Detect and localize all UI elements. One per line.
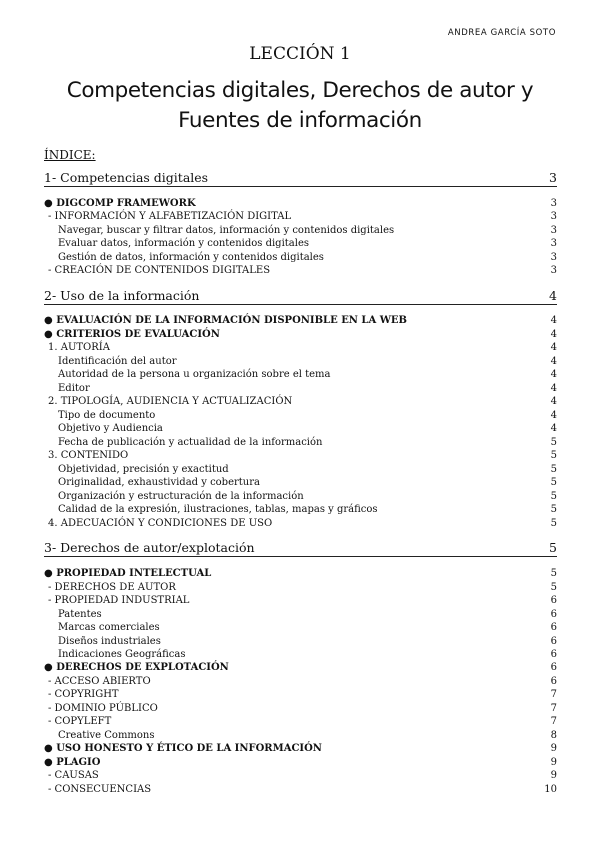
toc-entry-page: 5 (550, 582, 557, 593)
toc-entry-text: - PROPIEDAD INDUSTRIAL (48, 595, 190, 606)
toc-entry-page: 5 (550, 568, 557, 579)
toc-entry-text: Identificación del autor (58, 356, 177, 367)
toc-entry-text: Marcas comerciales (58, 622, 160, 633)
toc-entry[interactable] (44, 224, 557, 237)
toc-entry[interactable] (44, 355, 557, 368)
toc-entry[interactable] (44, 729, 557, 742)
toc-entry-page: 8 (550, 730, 557, 741)
toc-section-page: 5 (549, 540, 557, 555)
toc-entry-page: 4 (550, 410, 557, 421)
toc-entry-page: 5 (550, 450, 557, 461)
toc-entry-page: 7 (550, 703, 557, 714)
toc-entry-text: ● PROPIEDAD INTELECTUAL (44, 568, 212, 579)
toc-entry[interactable] (44, 715, 557, 728)
toc-entry-text: - COPYRIGHT (48, 689, 119, 700)
toc-entry[interactable] (44, 581, 557, 594)
toc-entry[interactable] (44, 621, 557, 634)
toc-entry[interactable] (44, 503, 557, 516)
toc-entry-text: Tipo de documento (58, 410, 156, 421)
toc-entry[interactable] (44, 368, 557, 381)
toc-entry[interactable] (44, 769, 557, 782)
toc-entry[interactable] (44, 756, 557, 769)
title-line-2: Fuentes de información (178, 108, 422, 133)
toc-entry-page: 6 (550, 649, 557, 660)
toc-entry-text: - CONSECUENCIAS (48, 784, 152, 795)
toc-entry-page: 6 (550, 662, 557, 673)
toc-entry[interactable] (44, 661, 557, 674)
toc-entry-page: 4 (550, 315, 557, 326)
toc-entry[interactable] (44, 436, 557, 449)
toc-entry-page: 5 (550, 504, 557, 515)
toc-section[interactable] (44, 288, 557, 305)
toc-section[interactable] (44, 540, 557, 557)
toc-entry[interactable] (44, 328, 557, 341)
toc-entry-text: - CAUSAS (48, 770, 99, 781)
toc-entry[interactable] (44, 675, 557, 688)
author-name: ANDREA GARCÍA SOTO (447, 28, 556, 38)
toc-entry-page: 6 (550, 622, 557, 633)
toc-entry-page: 9 (550, 770, 557, 781)
toc-entry-page: 9 (550, 743, 557, 754)
toc-entry[interactable] (44, 490, 557, 503)
toc-section-title: 3- Derechos de autor/explotación (44, 540, 255, 555)
toc-entry-page: 3 (550, 265, 557, 276)
toc-entry-page: 4 (550, 342, 557, 353)
toc-entry-page: 4 (550, 329, 557, 340)
toc-entry[interactable] (44, 422, 557, 435)
toc-entry-page: 7 (550, 716, 557, 727)
toc-entry-text: ● DERECHOS DE EXPLOTACIÓN (44, 662, 229, 673)
toc-entry-page: 7 (550, 689, 557, 700)
toc-entry-text: Calidad de la expresión, ilustraciones, tablas, mapas y gráficos (58, 504, 378, 515)
toc-entry-text: 2. TIPOLOGÍA, AUDIENCIA Y ACTUALIZACIÓN (48, 396, 293, 407)
toc-entry[interactable] (44, 594, 557, 607)
toc-entry-page: 4 (550, 423, 557, 434)
toc-entry-text: - INFORMACIÓN Y ALFABETIZACIÓN DIGITAL (48, 211, 292, 222)
toc-entry-text: Originalidad, exhaustividad y cobertura (58, 477, 260, 488)
toc-entry-page: 6 (550, 609, 557, 620)
toc-entry-text: Fecha de publicación y actualidad de la información (58, 437, 323, 448)
toc-entry-text: 3. CONTENIDO (48, 450, 129, 461)
toc-entry[interactable] (44, 197, 557, 210)
toc-entry[interactable] (44, 237, 557, 250)
toc-entry-text: Gestión de datos, información y contenidos digitales (58, 252, 324, 263)
toc-entry[interactable] (44, 449, 557, 462)
toc-entry-text: Patentes (58, 609, 102, 620)
toc-entry[interactable] (44, 314, 557, 327)
toc-entry-text: Navegar, buscar y filtrar datos, información y contenidos digitales (58, 225, 395, 236)
toc-entry-page: 3 (550, 252, 557, 263)
toc-entry-text: ● DIGCOMP FRAMEWORK (44, 198, 196, 209)
toc-entry-page: 9 (550, 757, 557, 768)
toc-entry-page: 3 (550, 198, 557, 209)
toc-entry-text: - COPYLEFT (48, 716, 112, 727)
toc-entry[interactable] (44, 648, 557, 661)
lesson-heading: LECCIÓN 1 (249, 44, 351, 64)
toc-entry[interactable] (44, 688, 557, 701)
toc-entry-text: Diseños industriales (58, 636, 161, 647)
title-line-1: Competencias digitales, Derechos de autor y (66, 78, 534, 103)
toc-entry-page: 4 (550, 369, 557, 380)
toc-entry-text: 1. AUTORÍA (48, 342, 110, 353)
toc-entry-page: 4 (550, 396, 557, 407)
toc-entry[interactable] (44, 463, 557, 476)
toc-section-title: 2- Uso de la información (44, 288, 200, 303)
toc-section-page: 4 (549, 288, 557, 303)
toc-entry[interactable] (44, 264, 557, 277)
toc-entry-text: 4. ADECUACIÓN Y CONDICIONES DE USO (48, 518, 273, 529)
toc-entry-text: Evaluar datos, información y contenidos digitales (58, 238, 310, 249)
toc-entry[interactable] (44, 210, 557, 223)
toc-section-title: 1- Competencias digitales (44, 170, 209, 185)
toc-entry-text: - ACCESO ABIERTO (48, 676, 151, 687)
toc-entry[interactable] (44, 409, 557, 422)
toc-entry-page: 5 (550, 477, 557, 488)
toc-entry[interactable] (44, 702, 557, 715)
toc-entry[interactable] (44, 567, 557, 580)
toc-entry[interactable] (44, 635, 557, 648)
document-title (0, 76, 600, 136)
index-label: ÍNDICE: (44, 148, 96, 162)
toc-entry-text: Indicaciones Geográficas (58, 649, 186, 660)
toc-entry[interactable] (44, 341, 557, 354)
toc-entry-page: 10 (544, 784, 557, 795)
toc-entry-text: - DERECHOS DE AUTOR (48, 582, 176, 593)
toc-entry-text: ● PLAGIO (44, 757, 101, 768)
toc-entry-text: - CREACIÓN DE CONTENIDOS DIGITALES (48, 265, 271, 276)
toc-entry-page: 6 (550, 595, 557, 606)
toc-entry-text: ● EVALUACIÓN DE LA INFORMACIÓN DISPONIBLE EN LA WEB (44, 315, 408, 326)
toc-entry[interactable] (44, 608, 557, 621)
toc-entry[interactable] (44, 251, 557, 264)
toc-entry[interactable] (44, 382, 557, 395)
toc-entry-page: 3 (550, 225, 557, 236)
toc-entry-text: ● USO HONESTO Y ÉTICO DE LA INFORMACIÓN (44, 743, 322, 754)
toc-entry-text: Objetivo y Audiencia (58, 423, 163, 434)
toc-entry[interactable] (44, 476, 557, 489)
toc-section-page: 3 (549, 170, 557, 185)
toc-entry-page: 5 (550, 518, 557, 529)
toc-entry[interactable] (44, 395, 557, 408)
toc-entry-text: Editor (58, 383, 90, 394)
toc-entry-page: 5 (550, 491, 557, 502)
toc-entry-text: Organización y estructuración de la información (58, 491, 304, 502)
toc-entry-page: 4 (550, 356, 557, 367)
toc-entry-text: - DOMINIO PÚBLICO (48, 703, 158, 714)
toc-entry-text: Objetividad, precisión y exactitud (58, 464, 229, 475)
toc-entry-text: Creative Commons (58, 730, 155, 741)
toc-entry-page: 6 (550, 676, 557, 687)
toc-entry-page: 3 (550, 211, 557, 222)
toc-entry-page: 6 (550, 636, 557, 647)
toc-entry[interactable] (44, 517, 557, 530)
toc-section[interactable] (44, 170, 557, 187)
toc-entry[interactable] (44, 783, 557, 796)
toc-entry-text: ● CRITERIOS DE EVALUACIÓN (44, 329, 220, 340)
toc-entry-page: 5 (550, 464, 557, 475)
toc-entry-text: Autoridad de la persona u organización sobre el tema (58, 369, 331, 380)
toc-entry-page: 5 (550, 437, 557, 448)
toc-entry-page: 3 (550, 238, 557, 249)
toc-entry[interactable] (44, 742, 557, 755)
toc-entry-page: 4 (550, 383, 557, 394)
